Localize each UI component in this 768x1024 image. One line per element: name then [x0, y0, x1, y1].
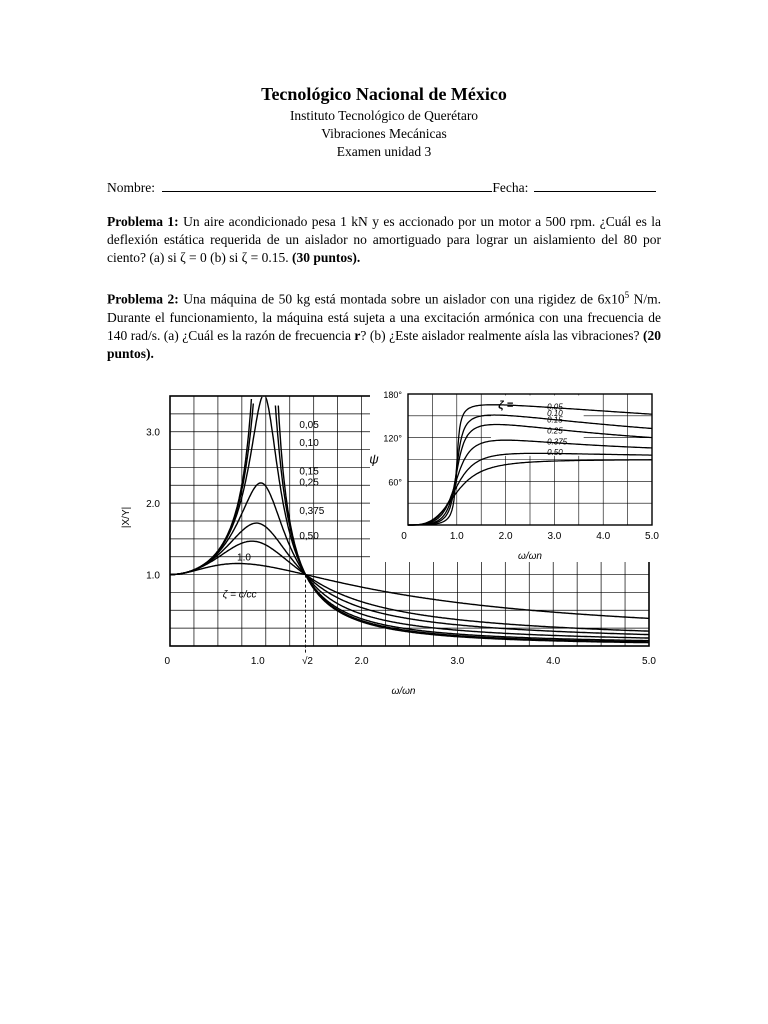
- y-axis-label: |X/Y|: [121, 506, 132, 529]
- x-tick-label: 1.0: [250, 656, 265, 667]
- date-field[interactable]: [534, 178, 656, 192]
- curve-label: 0,375: [299, 505, 325, 517]
- inset-curve-label: 0.10: [547, 408, 563, 418]
- problem-2-r: r: [354, 327, 361, 343]
- problem-1: [107, 213, 661, 267]
- inset-curve-label: 0.50: [547, 448, 563, 458]
- course-name: Vibraciones Mecánicas: [321, 126, 447, 141]
- zeta-definition: ζ = c/cc: [222, 589, 257, 601]
- x-tick-label: 2.0: [354, 656, 369, 667]
- inset-x-tick: 1.0: [449, 531, 464, 542]
- inset-curve-label: 0.375: [547, 437, 568, 447]
- problem-2-exponent: 5: [624, 290, 630, 300]
- inset-y-label: ψ: [369, 451, 379, 467]
- exam-name: Examen unidad 3: [336, 144, 432, 159]
- curve-label: 0,50: [299, 530, 319, 542]
- curve-label: 1.0: [237, 552, 251, 564]
- x-tick-label: 3.0: [450, 656, 465, 667]
- problem-2-text-a: Una máquina de 50 kg está montada sobre un aislador con una rigidez de 6x10: [178, 291, 625, 307]
- inset-x-tick: 2.0: [498, 531, 513, 542]
- inset-curve-label: 0.15: [547, 415, 563, 425]
- problem-2-text-c: ? (b) ¿Este aislador realmente aísla las vibraciones?: [360, 327, 643, 343]
- curve-label: 0,10: [299, 438, 319, 449]
- problem-1-label: Problema 1:: [107, 214, 179, 229]
- inset-y-tick: 60°: [388, 477, 402, 488]
- curve-label: 0,25: [299, 477, 319, 489]
- x-axis-label: ω/ωn: [391, 686, 416, 697]
- date-label: Fecha:: [492, 180, 529, 195]
- x-tick-label: 0: [164, 656, 170, 667]
- inset-y-tick: 120°: [383, 433, 402, 444]
- inset-x-tick: 5.0: [645, 531, 659, 542]
- x-tick-label: √2: [301, 656, 314, 667]
- problem-1-points: (30 puntos).: [292, 250, 361, 265]
- transmissibility-figure: [105, 372, 661, 740]
- inset-x-tick: 3.0: [547, 531, 562, 542]
- y-tick-label: 1.0: [146, 570, 160, 582]
- inset-curve-label: 0.25: [547, 426, 563, 436]
- x-tick-label: 5.0: [642, 656, 656, 667]
- x-tick-label: 4.0: [546, 656, 561, 667]
- inset-y-tick: 180°: [383, 390, 402, 400]
- problem-2-text-b: N/m. Durante el funcionamiento, la máquina está sujeta a una excitación armónica con una frecuencia de 140 rad/s. (a) ¿Cuál es la razón de frecuencia: [107, 291, 661, 343]
- document-title: Tecnológico Nacional de México: [261, 84, 507, 104]
- problem-2-points: (20 puntos).: [107, 327, 661, 361]
- inset-curve-label: 0.05: [547, 402, 563, 412]
- problem-1-text: Un aire acondicionado pesa 1 kN y es accionado por un motor a 500 rpm. ¿Cuál es la deflexión estática requerida de un aislador no amortiguado para lograr un aislamiento del 80 por ciento? (a) si ζ = 0 (b) si ζ = 0.15.: [107, 214, 661, 265]
- y-tick-label: 3.0: [146, 427, 160, 439]
- inset-x-tick: 4.0: [596, 531, 611, 542]
- y-tick-label: 2.0: [146, 499, 160, 511]
- name-label: Nombre:: [107, 180, 155, 195]
- problem-2: [107, 286, 661, 363]
- name-date-line: [107, 178, 661, 196]
- inset-x-label: ω/ωn: [518, 551, 542, 562]
- name-field[interactable]: [162, 178, 492, 192]
- curve-label: 0,15: [299, 466, 319, 478]
- problem-2-label: Problema 2:: [107, 291, 179, 307]
- inset-x-tick: 0: [401, 531, 407, 542]
- curve-label: 0,05: [299, 420, 319, 432]
- institute-name: Instituto Tecnológico de Querétaro: [289, 108, 479, 123]
- inset-legend-symbol: ζ =: [498, 399, 514, 412]
